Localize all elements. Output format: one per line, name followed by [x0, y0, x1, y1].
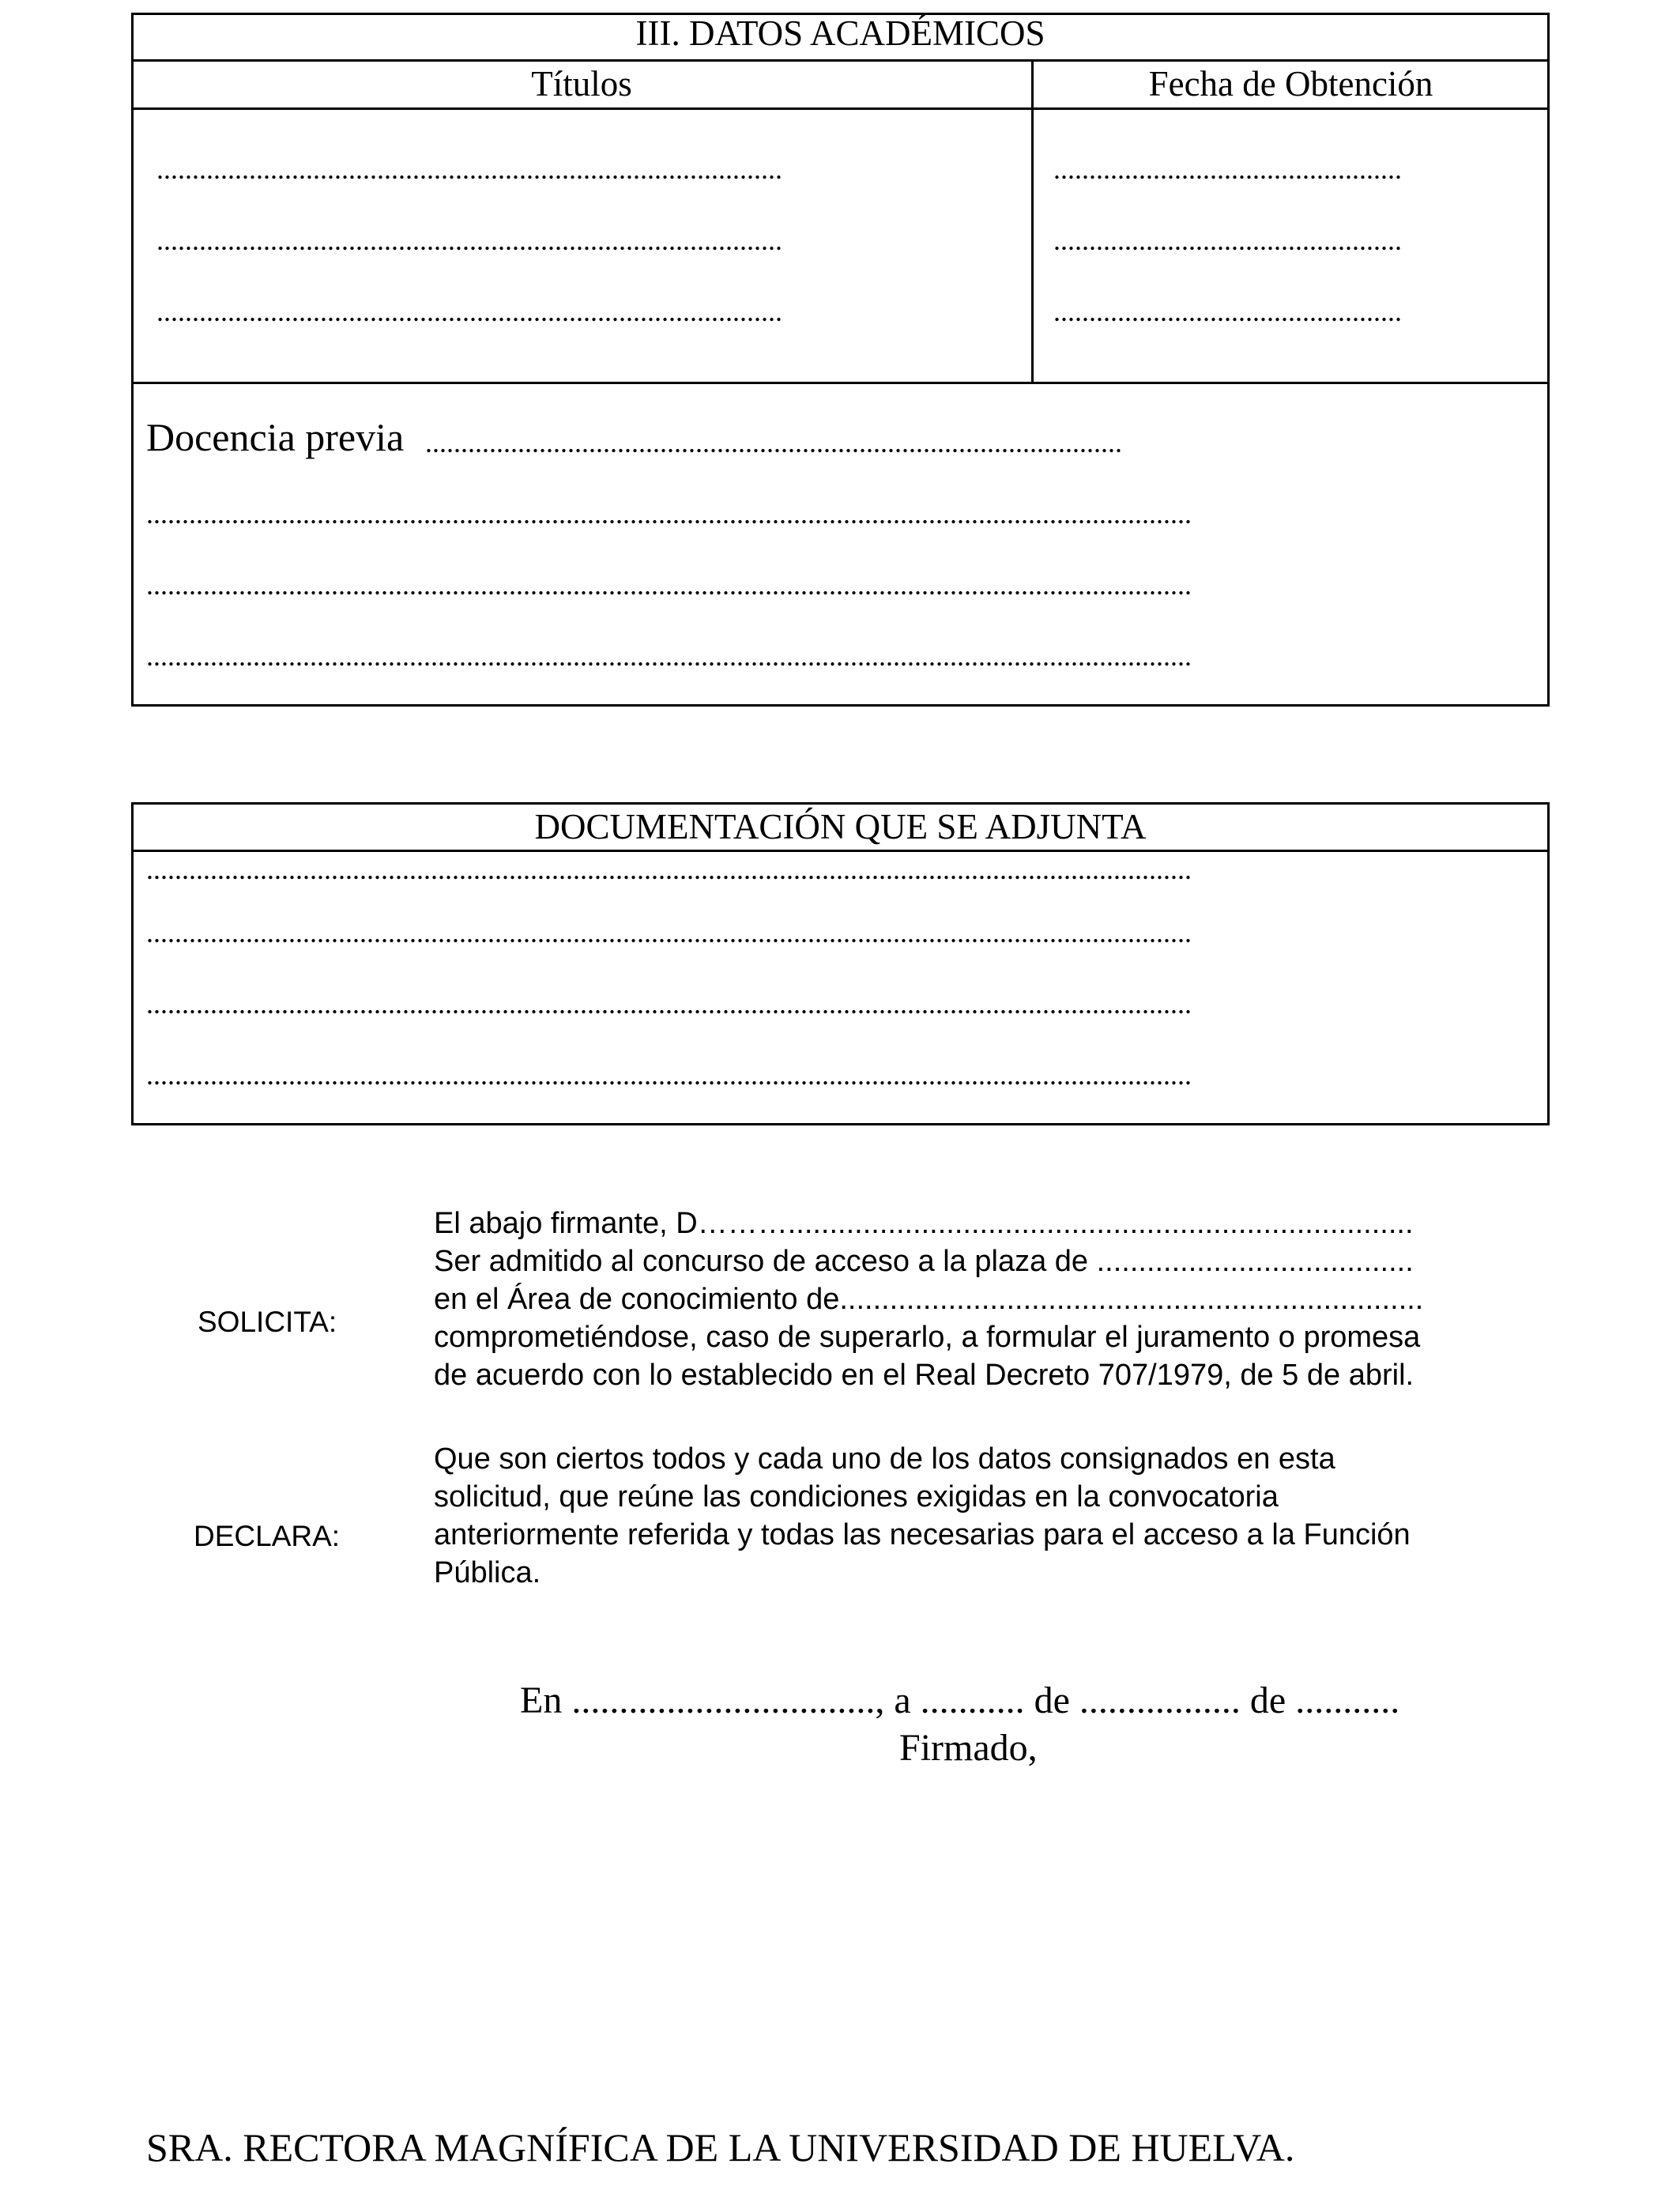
date-column-header: Fecha de Obtención — [1148, 64, 1433, 104]
solicita-label: SOLICITA: — [198, 1306, 337, 1338]
title-entry-line-2[interactable]: ........................................................................................ — [156, 226, 782, 254]
addressee-footer: SRA. RECTORA MAGNÍFICA DE LA UNIVERSIDAD DE HUELVA. — [146, 2125, 1295, 2169]
column-divider — [1031, 60, 1034, 384]
titles-column-header: Títulos — [531, 64, 632, 104]
date-entry-line-2[interactable]: ................................................. — [1053, 226, 1402, 254]
teaching-entry-line-2[interactable]: ................................................................................................................................................... — [146, 571, 1192, 599]
teaching-entry-line-1[interactable]: ................................................................................................................................................... — [146, 499, 1192, 528]
signed-label: Firmado, — [899, 1727, 1038, 1769]
date-entry-line-1[interactable]: ................................................. — [1053, 155, 1402, 183]
solicita-line-5: de acuerdo con lo establecido en el Real Decreto 707/1979, de 5 de abril. — [434, 1359, 1414, 1392]
declara-line-4: Pública. — [434, 1556, 541, 1589]
title-entry-line-1[interactable]: ........................................................................................ — [156, 155, 782, 183]
column-header-divider — [131, 107, 1550, 110]
documentation-entry-line-1[interactable]: ................................................................................................................................................... — [146, 855, 1192, 884]
academic-data-box — [131, 13, 1550, 707]
teaching-entry-line-0[interactable]: .................................................................................................. — [425, 428, 1122, 457]
declara-label: DECLARA: — [194, 1520, 341, 1552]
titles-table-bottom — [131, 382, 1550, 384]
declara-line-1: Que son ciertos todos y cada uno de los datos consignados en esta — [434, 1442, 1335, 1476]
place-date-line[interactable]: En ................................, a ........... de ................. de ........... — [520, 1679, 1400, 1721]
documentation-entry-line-2[interactable]: ................................................................................................................................................... — [146, 918, 1192, 947]
date-entry-line-3[interactable]: ................................................. — [1053, 297, 1402, 326]
solicita-line-1: El abajo firmante, D………........................................................................... — [434, 1207, 1414, 1240]
teaching-entry-line-3[interactable]: ................................................................................................................................................... — [146, 642, 1192, 670]
heading-divider — [131, 59, 1550, 62]
documentation-heading-divider — [131, 850, 1550, 852]
solicita-line-3: en el Área de conocimiento de...................................................................... — [434, 1283, 1424, 1316]
solicita-line-2: Ser admitido al concurso de acceso a la plaza de ...................................... — [434, 1245, 1414, 1278]
documentation-heading: DOCUMENTACIÓN QUE SE ADJUNTA — [534, 807, 1147, 846]
documentation-entry-line-4[interactable]: ................................................................................................................................................... — [146, 1061, 1192, 1089]
declara-line-3: anteriormente referida y todas las necesarias para el acceso a la Función — [434, 1518, 1411, 1551]
academic-heading: III. DATOS ACADÉMICOS — [635, 13, 1045, 53]
solicita-line-4: comprometiéndose, caso de superarlo, a formular el juramento o promesa — [434, 1321, 1421, 1354]
title-entry-line-3[interactable]: ........................................................................................ — [156, 297, 782, 326]
declara-line-2: solicitud, que reúne las condiciones exigidas en la convocatoria — [434, 1480, 1279, 1514]
teaching-label: Docencia previa — [146, 415, 405, 459]
documentation-entry-line-3[interactable]: ................................................................................................................................................... — [146, 990, 1192, 1018]
